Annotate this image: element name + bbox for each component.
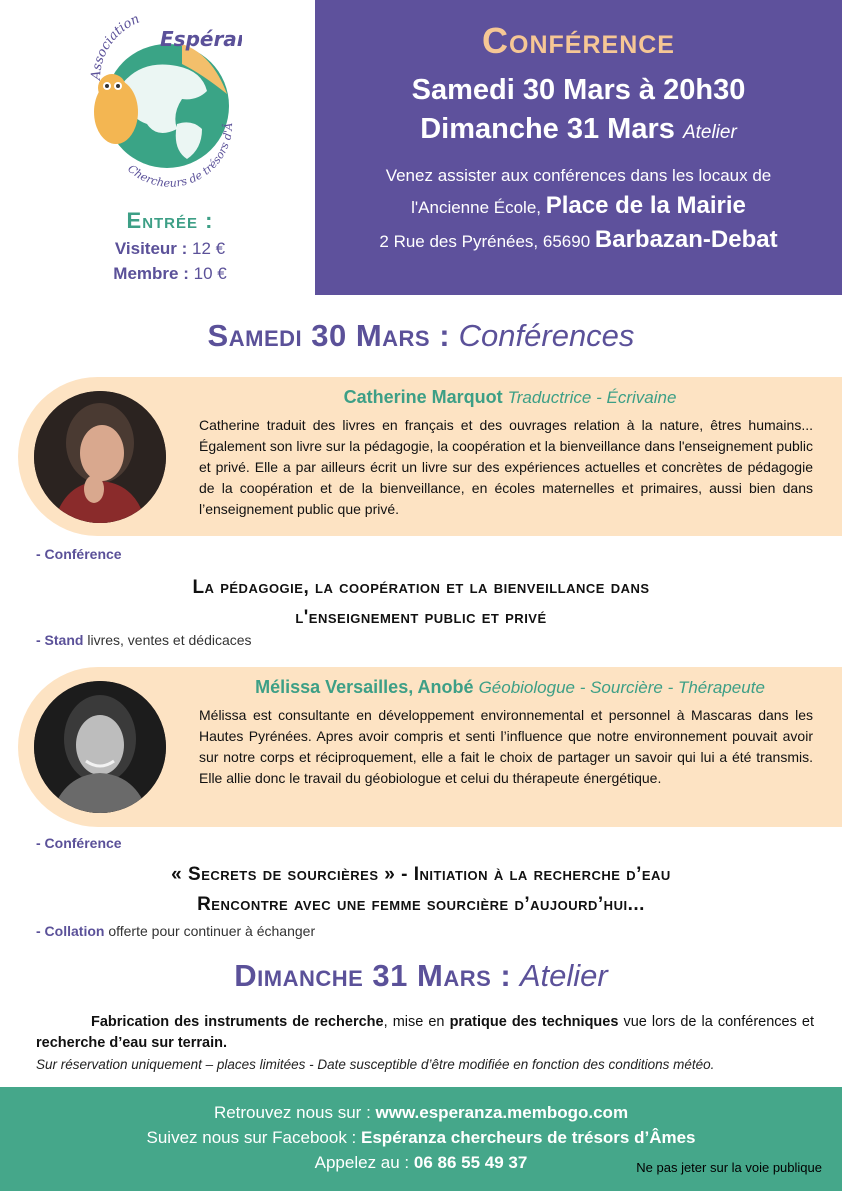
venue-name: Place de la Mairie	[545, 192, 746, 219]
phone-number[interactable]: 06 86 55 49 37	[413, 1153, 528, 1172]
footer-facebook-line	[0, 1125, 842, 1150]
location-intro: Venez assister aux conférences dans les locaux de	[385, 166, 772, 185]
svg-text:Association: Association	[88, 14, 142, 81]
venue-prefix: l'Ancienne École,	[411, 198, 542, 217]
sunday-title-bold: Dimanche 31 Mars :	[234, 958, 512, 993]
event-date-saturday: Samedi 30 Mars à 20h30	[411, 74, 746, 106]
talk-title-2	[0, 860, 842, 920]
talk-title-1	[0, 573, 842, 633]
event-header	[315, 0, 842, 295]
workshop-text: vue lors de la conférences et	[618, 1014, 814, 1030]
location-venue	[315, 192, 842, 220]
footer-website-line	[0, 1100, 842, 1125]
facebook-prefix: Suivez nous sur Facebook :	[146, 1128, 362, 1147]
sunday-date-note: Atelier	[682, 122, 737, 143]
speaker-name: Catherine Marquot	[343, 387, 503, 407]
location-address	[315, 226, 842, 254]
saturday-title-italic: Conférences	[458, 318, 635, 353]
workshop-text-bold: Fabrication des instruments de recherche	[91, 1014, 384, 1030]
event-date-sunday	[315, 113, 842, 146]
svg-text:Chercheurs de trésors d'Âmes: Chercheurs de trésors d'Â	[125, 122, 236, 189]
speaker-photo-catherine	[34, 391, 166, 523]
entry-title: Entrée :	[126, 208, 214, 233]
workshop-text: , mise en	[383, 1014, 450, 1030]
saturday-section-title	[0, 318, 842, 354]
facebook-link[interactable]: Espéranza chercheurs de trésors d’Âmes	[361, 1128, 696, 1147]
speaker-description: Catherine traduit des livres en français et des ouvrages relation à la nature, êtres humains... Également son livre sur la pédagogie, la coopération et la bienveillance dans l'enseignement public et privé. Elle a par ailleurs écrit un livre sur des expériences actuelles et concrètes de pédagogie de la coopération et de la bienveillance, en écoles maternelles et primaires, aussi bien dans l’enseignement public que privé.	[199, 417, 813, 517]
conference-label-text: - Conférence	[36, 835, 122, 851]
talk-title-line: Rencontre avec une femme sourcière d’aujourd’hui...	[197, 894, 645, 915]
workshop-text-bold: pratique des techniques	[449, 1014, 619, 1030]
workshop-text-bold: recherche d’eau sur terrain.	[36, 1035, 227, 1051]
speaker-photo-melissa	[34, 681, 166, 813]
speaker-name: Mélissa Versailles, Anobé	[255, 677, 474, 697]
speaker-role: Traductrice - Écrivaine	[507, 388, 677, 407]
speaker-role: Géobiologue - Sourcière - Thérapeute	[478, 678, 765, 697]
association-logo	[82, 14, 242, 189]
talk-title-line: l'enseignement public et privé	[295, 607, 547, 628]
speaker-card-catherine	[18, 377, 842, 536]
saturday-title-bold: Samedi 30 Mars :	[207, 318, 451, 353]
speaker-name-line	[198, 677, 822, 698]
conference-label-text: - Conférence	[36, 546, 122, 562]
portrait-icon	[34, 391, 166, 523]
conference-label-1	[36, 546, 122, 562]
entry-prices	[60, 208, 280, 284]
globe-owl-logo-icon	[82, 14, 242, 189]
sunday-date-text: Dimanche 31 Mars	[420, 113, 675, 145]
website-prefix: Retrouvez nous sur :	[213, 1103, 376, 1122]
reservation-note: Sur réservation uniquement – places limitées - Date susceptible d’être modifiée en fonction des conditions météo.	[36, 1057, 715, 1072]
collation-info	[36, 923, 315, 939]
visitor-label: Visiteur :	[114, 239, 188, 258]
member-price-row	[60, 264, 280, 284]
sunday-title-italic: Atelier	[519, 958, 608, 993]
collation-text: offerte pour continuer à échanger	[108, 923, 316, 939]
member-price: 10 €	[193, 264, 227, 283]
conference-label-2	[36, 835, 122, 851]
speaker-description: Mélissa est consultante en développement environnemental et personnel à Mascaras dans les Hautes Pyrénées. Apres avoir compris et senti l’influence que notre environnement pouvait avoir sur notre corps et réciproquement, elle a fait le choix de partager un savoir qui lui a été transmis. Elle allie donc le travail du géobiologue et celui du thérapeute énergétique.	[199, 707, 813, 786]
address-city: Barbazan-Debat	[594, 226, 778, 253]
logo-brand-text: Espéra	[160, 27, 237, 51]
phone-prefix: Appelez au :	[314, 1153, 414, 1172]
disposal-notice: Ne pas jeter sur la voie publique	[636, 1160, 822, 1175]
address-prefix: 2 Rue des Pyrénées, 65690	[379, 232, 591, 251]
workshop-description	[36, 1012, 814, 1054]
talk-title-line: La pédagogie, la coopération et la bienveillance dans	[192, 577, 650, 598]
stand-text: livres, ventes et dédicaces	[87, 632, 252, 648]
sunday-section-title	[0, 958, 842, 994]
visitor-price-row	[60, 239, 280, 259]
stand-info	[36, 632, 252, 648]
speaker-card-melissa	[18, 667, 842, 827]
member-label: Membre :	[113, 264, 189, 283]
visitor-price: 12 €	[192, 239, 226, 258]
website-link[interactable]: www.esperanza.membogo.com	[375, 1103, 629, 1122]
footer	[0, 1087, 842, 1191]
event-title: Conférence	[482, 20, 675, 61]
portrait-icon	[34, 681, 166, 813]
collation-label: - Collation	[36, 923, 105, 939]
speaker-name-line	[198, 387, 822, 408]
talk-title-line: « Secrets de sourcières » - Initiation à la recherche d’eau	[171, 864, 671, 885]
stand-label: - Stand	[36, 632, 84, 648]
